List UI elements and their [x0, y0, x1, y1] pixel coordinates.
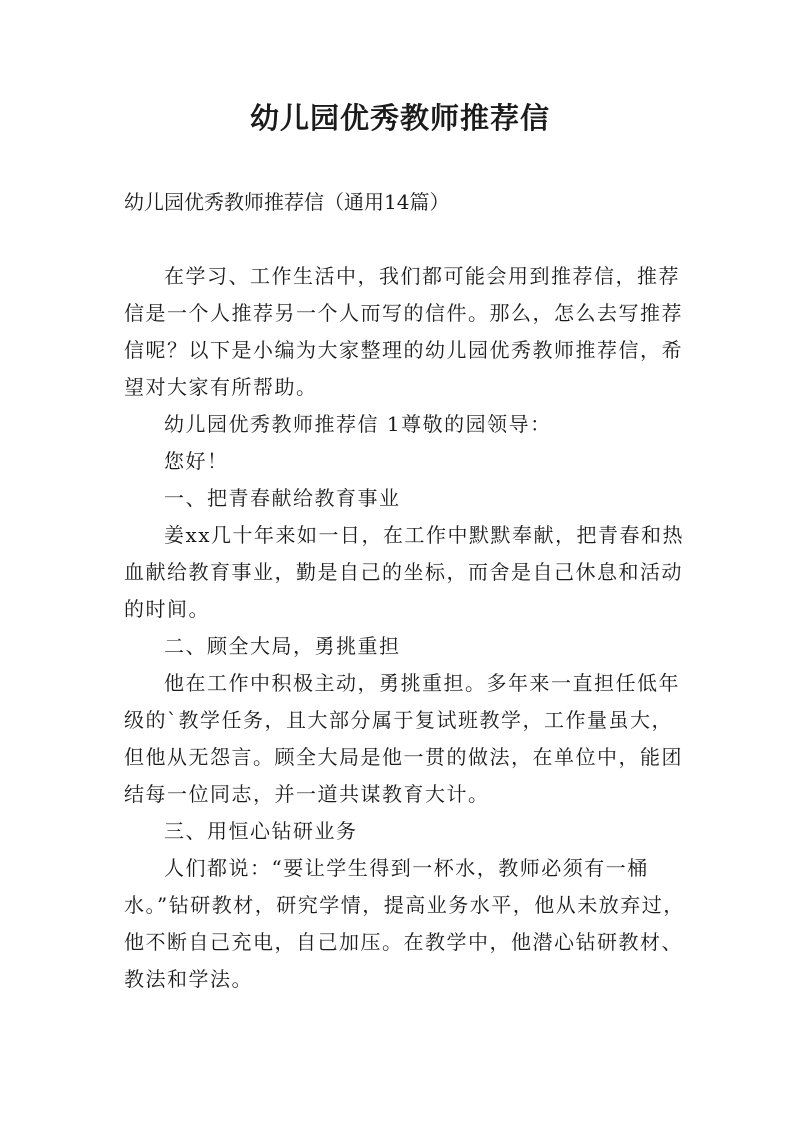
document-subtitle: 幼儿园优秀教师推荐信（通用14篇） — [124, 190, 450, 214]
paragraph-section-2: 他在工作中积极主动，勇挑重担。多年来一直担任低年级的`教学任务，且大部分属于复试班教学，工作量虽大，但他从无怨言。顾全大局是他一贯的做法，在单位中，能团结每一位同志，并一道共谋教育大计。 — [124, 671, 683, 806]
paragraph-intro: 在学习、工作生活中，我们都可能会用到推荐信，推荐信是一个人推荐另一个人而写的信件。那么，怎么去写推荐信呢？以下是小编为大家整理的幼儿园优秀教师推荐信，希望对大家有所帮助。 — [124, 264, 683, 399]
document-body — [124, 258, 689, 998]
paragraph-section-1: 姜xx几十年来如一日，在工作中默默奉献，把青春和热血献给教育事业，勤是自己的坐标，而舍是自己休息和活动的时间。 — [124, 523, 685, 621]
section-heading-3: 三、用恒心钻研业务 — [164, 819, 358, 843]
section-heading-2: 二、顾全大局，勇挑重担 — [164, 634, 401, 658]
document-title: 幼儿园优秀教师推荐信 — [249, 101, 550, 135]
section-heading-1: 一、把青春献给教育事业 — [164, 486, 401, 510]
paragraph-letter-salutation: 幼儿园优秀教师推荐信 1尊敬的园领导： — [164, 412, 552, 436]
paragraph-section-3: 人们都说：“要让学生得到一杯水，教师必须有一桶水。”钻研教材，研究学情，提高业务水平，他从未放弃过，他不断自己充电，自己加压。在教学中，他潜心钻研教材、教法和学法。 — [124, 856, 685, 991]
paragraph-greeting: 您好！ — [164, 449, 229, 473]
